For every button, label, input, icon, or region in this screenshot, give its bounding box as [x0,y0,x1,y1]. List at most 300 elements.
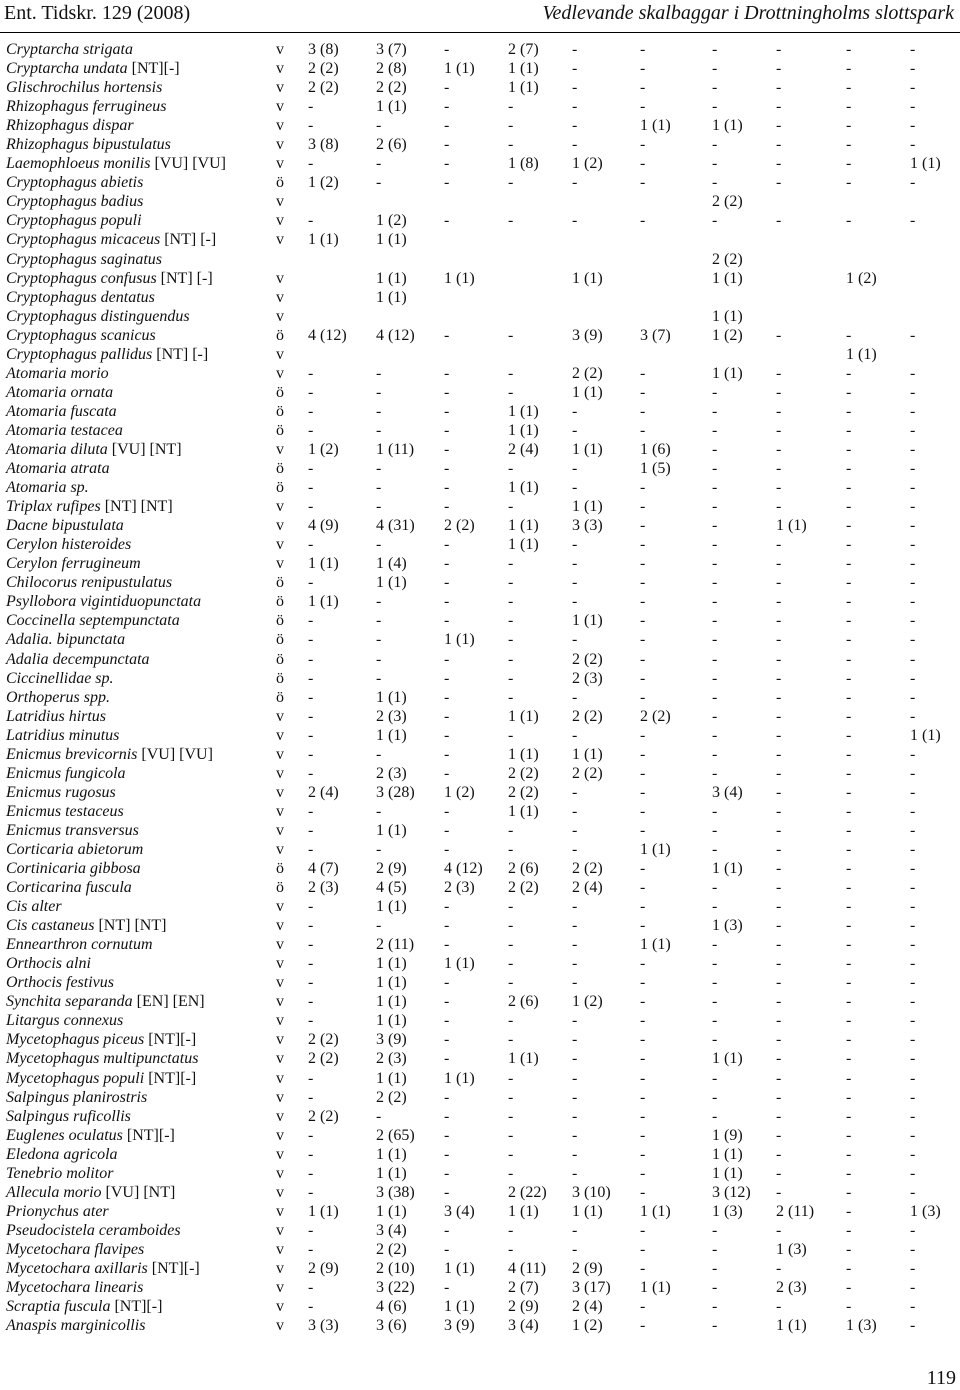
count-cell: - [444,402,450,420]
table-row [0,897,960,916]
count-cell: - [910,1088,916,1106]
count-cell: - [308,917,314,935]
species-name [6,345,208,364]
species-name [6,211,142,230]
count-cell: - [508,364,514,382]
region-code: ö [276,574,284,592]
count-cell: - [846,1240,852,1258]
count-cell: 2 (2) [308,1031,339,1049]
count-cell: 1 (1) [910,155,941,173]
count-cell: - [846,993,852,1011]
count-cell: - [640,1012,646,1030]
count-cell: - [640,1145,646,1163]
count-cell: 3 (9) [572,326,603,344]
count-cell: - [572,1050,578,1068]
count-cell: - [846,117,852,135]
species-name [6,1049,198,1068]
count-cell: - [376,802,382,820]
count-cell: 3 (3) [308,1317,339,1335]
count-cell: 1 (1) [376,1145,407,1163]
count-cell: - [572,1221,578,1239]
region-code: v [276,79,284,97]
count-cell: - [572,41,578,58]
count-cell: 2 (9) [376,860,407,878]
count-cell: - [910,764,916,782]
count-cell: - [308,1145,314,1163]
count-cell: - [640,879,646,897]
table-row [0,859,960,878]
count-cell: - [846,936,852,954]
count-cell: - [508,612,514,630]
species-name-text: Cryptarcha strigata [6,41,133,58]
count-cell: 1 (3) [846,1317,877,1335]
redlist-status: [NT][-] [151,1260,200,1277]
species-name [6,402,117,421]
count-cell: - [910,802,916,820]
count-cell: - [572,936,578,954]
count-cell: - [308,117,314,135]
count-cell: 1 (1) [508,1050,539,1068]
count-cell: - [846,650,852,668]
count-cell: 1 (1) [640,117,671,135]
count-cell: - [444,669,450,687]
region-code: v [276,1164,284,1182]
species-name [6,992,205,1011]
count-cell: - [444,440,450,458]
region-code: v [276,1221,284,1239]
table-row [0,402,960,421]
count-cell: - [444,1107,450,1125]
count-cell: - [712,136,718,154]
count-cell: 2 (2) [376,1240,407,1258]
count-cell: - [910,1050,916,1068]
count-cell: - [776,383,782,401]
count-cell: - [910,79,916,97]
count-cell: - [508,688,514,706]
species-name [6,97,166,116]
count-cell: 1 (1) [308,555,339,573]
count-cell: - [572,136,578,154]
count-cell: - [640,860,646,878]
count-cell: 1 (1) [444,631,475,649]
redlist-status: [VU] [VU] [141,745,213,763]
species-name [6,478,89,497]
count-cell: 2 (2) [712,250,743,268]
count-cell: 3 (7) [640,326,671,344]
count-cell: - [508,898,514,916]
count-cell: - [508,498,514,516]
species-name-text: Pseudocistela ceramboides [6,1221,181,1239]
region-code: v [276,1050,284,1068]
species-name-text: Cerylon histeroides [6,536,132,554]
count-cell: - [308,993,314,1011]
count-cell: - [376,402,382,420]
region-code: v [276,231,284,249]
species-name-text: Chilocorus renipustulatus [6,574,173,592]
species-name-text: Atomaria diluta [6,440,108,458]
count-cell: - [376,364,382,382]
species-name-text: Adalia decempunctata [6,650,150,668]
redlist-status: [EN] [EN] [136,993,205,1011]
count-cell: 1 (1) [376,1164,407,1182]
count-cell: - [910,1298,916,1316]
count-cell: - [640,155,646,173]
count-cell: - [308,574,314,592]
count-cell: - [308,821,314,839]
count-cell: - [776,917,782,935]
count-cell: 4 (12) [308,326,347,344]
count-cell: - [846,764,852,782]
count-cell: 1 (1) [508,745,539,763]
region-code: v [276,307,284,325]
count-cell: - [508,1107,514,1125]
count-cell: - [712,98,718,116]
count-cell: - [444,1183,450,1201]
region-code: v [276,498,284,516]
count-cell: - [712,1279,718,1297]
count-cell: - [640,669,646,687]
count-cell: - [910,1260,916,1277]
count-cell: - [910,688,916,706]
table-row [0,440,960,459]
count-cell: - [910,955,916,973]
count-cell: 2 (2) [572,650,603,668]
count-cell: - [444,840,450,858]
count-cell: - [776,1145,782,1163]
count-cell: - [572,460,578,478]
count-cell: - [712,479,718,497]
count-cell: - [308,1012,314,1030]
count-cell: - [846,1221,852,1239]
species-name [6,669,114,688]
count-cell: 1 (1) [444,1069,475,1087]
species-name-text: Tenebrio molitor [6,1164,114,1182]
count-cell: - [910,555,916,573]
count-cell: 1 (1) [712,1050,743,1068]
count-cell: - [508,98,514,116]
species-name [6,1278,143,1297]
count-cell: - [640,1221,646,1239]
count-cell: 1 (2) [572,155,603,173]
count-cell: - [910,669,916,687]
count-cell: - [712,840,718,858]
count-cell: 1 (1) [376,1012,407,1030]
count-cell: 1 (9) [712,1126,743,1144]
count-cell: - [444,707,450,725]
redlist-status: [NT] [-] [164,231,217,249]
redlist-status: [NT] [NT] [98,917,167,935]
species-name-text: Latridius hirtus [6,707,107,725]
count-cell: - [444,1050,450,1068]
region-code: v [276,41,284,58]
count-cell: 2 (9) [572,1260,603,1277]
count-cell: - [776,421,782,439]
count-cell: - [776,802,782,820]
count-cell: - [776,1183,782,1201]
species-name [6,745,213,764]
count-cell: 3 (3) [572,517,603,535]
count-cell: 4 (31) [376,517,415,535]
species-name-text: Cryptophagus distinguendus [6,307,190,325]
table-row [0,878,960,897]
region-code: v [276,98,284,116]
count-cell: - [444,917,450,935]
count-cell: - [444,821,450,839]
count-cell: - [910,840,916,858]
count-cell: - [444,364,450,382]
count-cell: - [640,1260,646,1277]
table-row [0,1107,960,1126]
species-name [6,592,201,611]
count-cell: - [776,1031,782,1049]
count-cell: - [776,993,782,1011]
region-code: v [276,440,284,458]
count-cell: - [846,574,852,592]
species-name-text: Mycetochara flavipes [6,1240,145,1258]
species-name [6,250,162,269]
count-cell: - [846,98,852,116]
species-table [0,40,960,1335]
table-row [0,40,960,59]
redlist-status: [NT] [-] [160,269,213,287]
count-cell: - [508,917,514,935]
region-code: v [276,783,284,801]
count-cell: - [776,60,782,78]
count-cell: - [910,460,916,478]
table-row [0,916,960,935]
region-code: v [276,1012,284,1030]
count-cell: - [640,1050,646,1068]
count-cell: 1 (1) [508,79,539,97]
count-cell: 1 (1) [712,1145,743,1163]
count-cell: - [444,536,450,554]
species-name [6,1011,123,1030]
count-cell: 1 (1) [376,1202,407,1220]
count-cell: 1 (2) [572,993,603,1011]
count-cell: 1 (3) [776,1240,807,1258]
count-cell: - [910,421,916,439]
count-cell: - [910,402,916,420]
species-name [6,1297,162,1316]
count-cell: - [508,631,514,649]
count-cell: - [572,402,578,420]
table-row [0,173,960,192]
count-cell: 4 (5) [376,879,407,897]
count-cell: - [640,1298,646,1316]
count-cell: - [640,783,646,801]
table-row [0,154,960,173]
count-cell: - [776,1050,782,1068]
count-cell: - [712,821,718,839]
species-name [6,269,213,288]
count-cell: 3 (4) [712,783,743,801]
count-cell: 2 (2) [308,1050,339,1068]
count-cell: - [376,479,382,497]
count-cell: - [508,117,514,135]
count-cell: - [444,612,450,630]
count-cell: - [712,517,718,535]
species-name-text: Cryptophagus badius [6,193,144,211]
count-cell: - [846,593,852,611]
species-name [6,859,141,878]
count-cell: - [712,669,718,687]
table-row [0,135,960,154]
count-cell: - [846,498,852,516]
count-cell: 1 (8) [508,155,539,173]
region-code: v [276,1298,284,1316]
count-cell: - [776,402,782,420]
table-row [0,97,960,116]
count-cell: - [910,1107,916,1125]
count-cell: - [776,364,782,382]
count-cell: - [640,421,646,439]
count-cell: 1 (2) [846,269,877,287]
count-cell: - [376,612,382,630]
count-cell: - [712,1069,718,1087]
count-cell: - [640,41,646,58]
count-cell: - [776,631,782,649]
species-name-text: Laemophloeus monilis [6,155,151,173]
redlist-status: [VU] [NT] [111,440,182,458]
count-cell: - [444,326,450,344]
count-cell: - [846,783,852,801]
count-cell: - [712,440,718,458]
count-cell: - [444,745,450,763]
count-cell: 1 (1) [572,612,603,630]
region-code: ö [276,326,284,344]
count-cell: - [776,498,782,516]
count-cell: 1 (1) [508,479,539,497]
table-row [0,1297,960,1316]
count-cell: - [846,1069,852,1087]
count-cell: - [376,536,382,554]
region-code: v [276,117,284,135]
count-cell: - [712,879,718,897]
region-code: v [276,136,284,154]
count-cell: - [444,479,450,497]
count-cell: - [640,479,646,497]
count-cell: 2 (2) [376,1088,407,1106]
count-cell: 2 (3) [572,669,603,687]
count-cell: - [508,555,514,573]
species-name [6,383,113,402]
count-cell: - [776,612,782,630]
region-code: v [276,821,284,839]
table-row [0,688,960,707]
species-name-text: Scraptia fuscula [6,1298,111,1316]
count-cell: 3 (10) [572,1183,611,1201]
count-cell: - [572,98,578,116]
region-code: v [276,745,284,763]
region-code: v [276,555,284,573]
count-cell: - [640,1126,646,1144]
count-cell: - [776,860,782,878]
count-cell: - [846,1164,852,1182]
table-row [0,383,960,402]
count-cell: - [572,840,578,858]
region-code: ö [276,860,284,878]
region-code: v [276,1031,284,1049]
region-code: v [276,60,284,78]
count-cell: - [444,1164,450,1182]
species-name [6,783,116,802]
count-cell: - [376,745,382,763]
region-code: v [276,1240,284,1258]
count-cell: 1 (1) [508,1202,539,1220]
species-name [6,973,114,992]
count-cell: - [910,917,916,935]
count-cell: - [308,364,314,382]
species-name [6,611,180,630]
count-cell: - [444,498,450,516]
species-name [6,1030,196,1049]
count-cell: - [846,821,852,839]
count-cell: - [308,840,314,858]
species-name [6,1107,131,1126]
count-cell: - [846,1031,852,1049]
count-cell: - [376,631,382,649]
count-cell: 1 (1) [444,1260,475,1277]
count-cell: 1 (1) [712,117,743,135]
count-cell: - [776,955,782,973]
count-cell: - [508,1164,514,1182]
count-cell: 1 (1) [508,421,539,439]
count-cell: - [846,612,852,630]
table-row [0,326,960,345]
count-cell: - [846,79,852,97]
count-cell: - [846,383,852,401]
species-name [6,707,106,726]
species-name [6,954,91,973]
region-code: v [276,1317,284,1335]
species-name [6,1164,113,1183]
count-cell: - [776,574,782,592]
count-cell: - [776,536,782,554]
count-cell: 2 (22) [508,1183,547,1201]
count-cell: - [308,479,314,497]
count-cell: - [376,650,382,668]
count-cell: 3 (4) [444,1202,475,1220]
count-cell: - [910,136,916,154]
count-cell: - [712,174,718,192]
species-name-text: Cryptophagus pallidus [6,345,153,363]
region-code: v [276,764,284,782]
count-cell: 3 (9) [444,1317,475,1335]
count-cell: - [910,821,916,839]
count-cell: - [444,98,450,116]
count-cell: - [640,898,646,916]
count-cell: - [444,460,450,478]
region-code: v [276,1069,284,1087]
count-cell: 1 (1) [572,498,603,516]
count-cell: - [572,955,578,973]
species-name-text: Cryptarcha undata [6,60,128,78]
count-cell: 1 (1) [444,269,475,287]
count-cell: - [910,574,916,592]
species-name [6,802,124,821]
species-name-text: Mycetochara linearis [6,1279,144,1297]
table-row [0,1011,960,1030]
count-cell: - [640,212,646,230]
count-cell: 3 (28) [376,783,415,801]
count-cell: - [376,1107,382,1125]
table-row [0,764,960,783]
count-cell: - [572,688,578,706]
count-cell: - [712,212,718,230]
count-cell: 2 (2) [444,517,475,535]
count-cell: - [846,155,852,173]
count-cell: - [640,136,646,154]
